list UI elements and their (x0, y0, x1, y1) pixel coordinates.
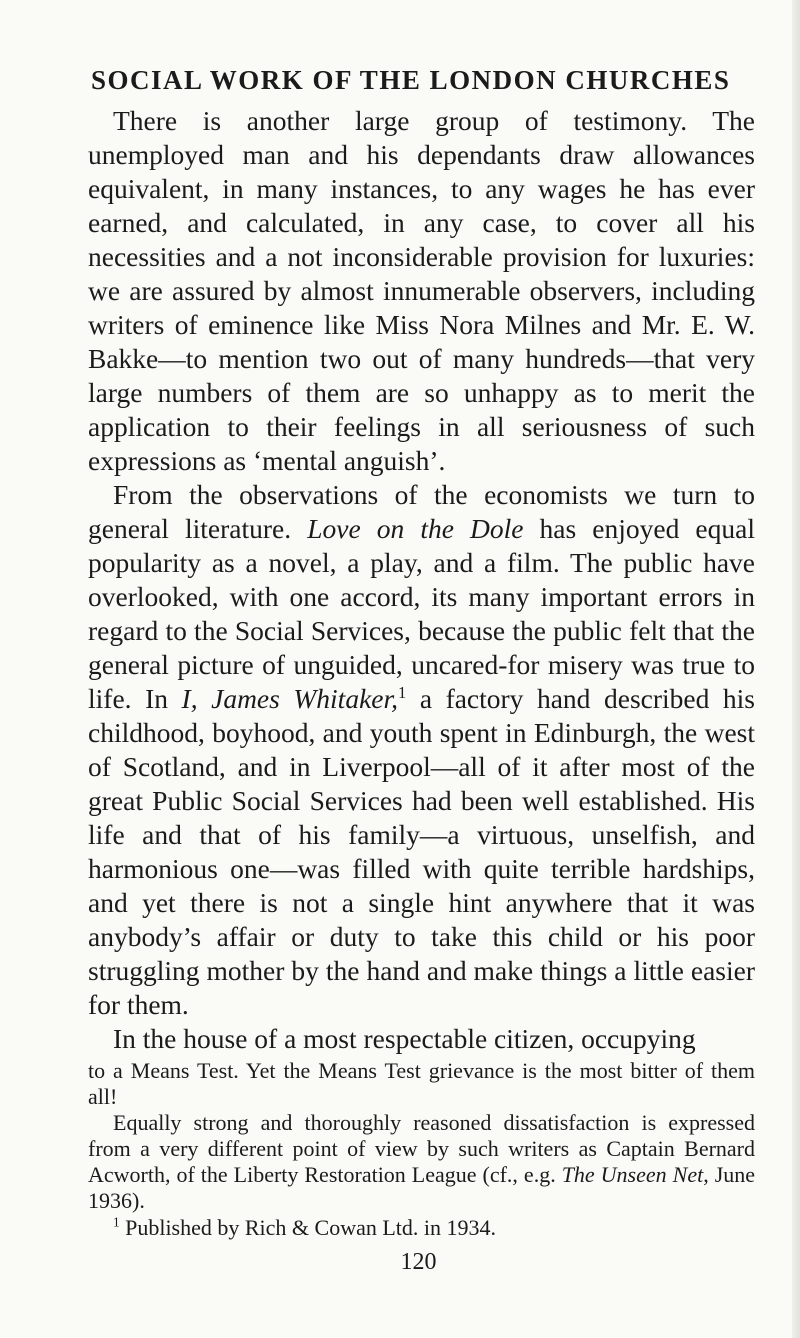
previous-footnote-continuation (88, 1058, 755, 1214)
paragraph-literature (88, 478, 755, 1022)
footnote (88, 1214, 755, 1241)
book-page (88, 62, 755, 1276)
paragraph-literature-part-2: has enjoyed equal popularity as a novel, a play, and a film. The public have overlooked, with one accord, its many important errors in regard to the Social Services, because the public felt that the general picture of unguided, uncared-for misery was true to life. In (88, 513, 755, 714)
paragraph-testimony: There is another large group of testimony. The unemployed man and his dependants draw allowances equivalent, in many instances, to any wages he has ever earned, and calculated, in any case, to cover all his necessities and a not inconsiderable provision for luxuries: we are assured by almost innumerable observers, including writers of eminence like Miss Nora Milnes and Mr. E. W. Bakke—to mention two out of many hundreds—that very large numbers of them are so unhappy as to merit the application to their feelings in all seriousness of such expressions as ‘mental anguish’. (88, 105, 755, 476)
footnote-reference: 1 (398, 682, 407, 702)
continuation-dissatisfaction (88, 1110, 755, 1214)
title-i-james-whitaker: I, James Whitaker, (181, 683, 399, 714)
paragraph-literature-part-3: a factory hand described his childhood, boyhood, and youth spent in Edinburgh, the west of Scotland, and in Liverpool—all of it after most of the great Public Social Services had been well established. His life and that of his family—a virtuous, unselfish, and harmonious one—was filled with quite terrible hardships, and yet there is not a single hint anywhere that it was anybody’s affair or duty to take this child or his poor struggling mother by the hand and make things a little easier for them. (88, 683, 755, 1020)
footnote-1 (88, 1214, 755, 1241)
running-header: SOCIAL WORK OF THE LONDON CHURCHES (91, 65, 731, 95)
title-the-unseen-net: The Unseen Net (561, 1162, 704, 1187)
continuation-dissatisfaction-part-1: Equally strong and thoroughly reasoned dissatisfaction is expressed from a very different point of view by such writers as Captain Bernard Acworth, of the Liberty Restoration League (cf., e.g. (88, 1110, 755, 1187)
page-number: 120 (400, 1249, 437, 1275)
title-love-on-the-dole: Love on the Dole (307, 513, 524, 544)
continuation-dissatisfaction-part-2: , June 1936). (88, 1162, 756, 1213)
page-edge (792, 0, 800, 1338)
paragraph-house: In the house of a most respectable citizen, occupying (113, 1023, 696, 1054)
footnote-text: Published by Rich & Cowan Ltd. in 1934. (119, 1215, 497, 1240)
continuation-means-test: to a Means Test. Yet the Means Test grievance is the most bitter of them all! (88, 1058, 755, 1109)
main-text (88, 104, 755, 1056)
paragraph-literature-part-1: From the observations of the economists we turn to general literature. (88, 479, 755, 544)
footnote-marker: 1 (113, 1214, 120, 1230)
